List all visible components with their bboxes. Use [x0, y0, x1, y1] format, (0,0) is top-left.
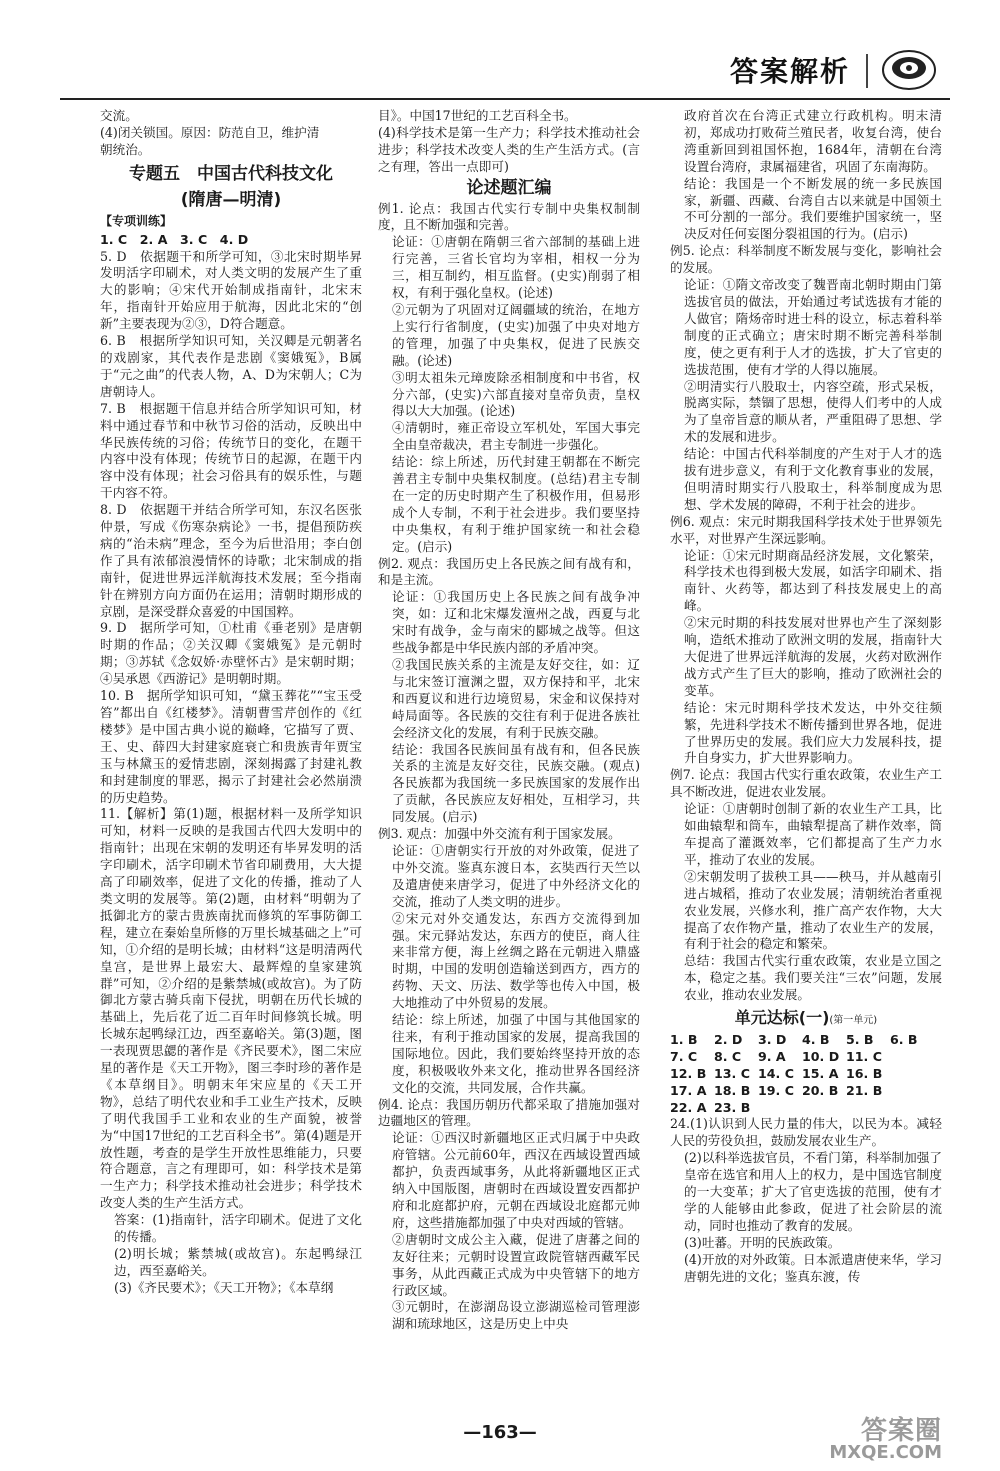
col3-items [670, 108, 942, 1004]
column-1 [100, 108, 362, 1297]
practice-tag: 【专项训练】 [100, 213, 173, 228]
essay-paragraph: 例1. 论点：我国古代实行专制中央集权制制度，且不断加强和完善。 [378, 200, 640, 233]
essay-paragraph: 结论：我国是一个不断发展的统一多民族国家，新疆、西藏、台湾自古以来就是中国领土不可分割的一部分。我们要维护国家统一，坚决反对任何妄图分裂祖国的行为。(启示) [684, 175, 942, 242]
answer-row [670, 1083, 942, 1100]
essay-paragraph: 结论：宋元时期科学技术发达，中外交往频繁，先进科学技术不断传播到世界各地，促进了世界历史的发展。我们应大力发展科技，提升自身实力，扩大世界影响力。 [684, 699, 942, 766]
answer-item: (4)开放的对外政策。日本派遣唐使来华，学习唐朝先进的文化；鉴真东渡，传 [684, 1251, 942, 1284]
essay-paragraph: 例4. 论点：我国历朝历代都采取了措施加强对边疆地区的管理。 [378, 1096, 640, 1129]
text-line: 交流。 [100, 108, 138, 123]
essay-paragraph: 论证：①我国历史上各民族之间有战争冲突，如：辽和北宋爆发澶州之战，西夏与北宋时有战争，金与南宋的郾城之战等。但这些战争都是中华民族内部的矛盾冲突。 [392, 589, 640, 656]
page-number: —163— [463, 1422, 537, 1443]
essay-paragraph: 论证：①宋元时期商品经济发展，文化繁荣，科学技术也得到极大发展，如活字印刷术、指南针、火药等，都达到了科技发展史上的高峰。 [684, 547, 942, 614]
answer-cell: 10. D [802, 1048, 840, 1064]
essay-paragraph: 论证：①隋文帝改变了魏晋南北朝时期由门第选拔官员的做法，开始通过考试选拔有才能的人做官；隋炀帝时进士科的设立，标志着科举制度的正式确立；唐宋时期不断完善科举制度，使之更有利于人才的选拔，扩大了官吏的选拔范围，使有才学的人得以施展。 [684, 277, 942, 377]
col2-top-text [378, 108, 640, 176]
essay-paragraph: 例3. 观点：加强中外交流有利于国家发展。 [378, 826, 621, 842]
answer-row [670, 1100, 942, 1117]
answer-cell: 7. C [670, 1048, 698, 1064]
essay-paragraph: 结论：综上所述，历代封建王朝都在不断完善君主专制中央集权制度。(总结)君主专制在一定的历史时期产生了积极作用，但易形成个人专制，不利于社会进步。我们要坚持中央集权，有利于维护国家统一和社会稳定。(启示) [392, 454, 640, 554]
answer-row [670, 1032, 942, 1049]
answer-cell: 20. B [802, 1082, 839, 1098]
answer-item: 11.【解析】第(1)题，根据材料一及所学知识可知，材料一反映的是我国古代四大发明中的指南针；出现在宋朝的发明还有毕昇发明的活字印刷术，活字印刷术节省印刷费用，大大提高了印刷效率，促进了文化的传播，推动了人类文明的发展等。第(2)题，由材料“明朝为了抵御北方的蒙古贵族南扰而修筑的军事防御工程，建立在秦始皇所修的万里长城基础之上”可知，①介绍的是明长城；由材料“这是明清两代皇宫，是世界上最宏大、最辉煌的皇家建筑群”可知，②介绍的是紫禁城(或故宫)。为了防御北方蒙古骑兵南下侵扰，明朝在历代长城的基础上，先后花了近二百年时间修筑长城。明长城东起鸭绿江边，西至嘉峪关。第(3)题，图一表现贾思勰的著作是《齐民要术》，图二宋应星的著作是《天工开物》，图三李时珍的著作是《本草纲目》。明朝末年宋应星的《天工开物》，总结了明代农业和手工业生产技术，反映了明代我国手工业和农业的生产面貌，被誉为“中国17世纪的工艺百科全书”。第(4)题是开放性题，考查的是学生开放性思维能力，只要符合题意，言之有理即可，如：科学技术是第一生产力；科学技术推动社会进步；科学技术改变人类的生产生活方式。 [100, 806, 362, 1211]
header-separator [866, 54, 868, 88]
essay-paragraph: 论证：①唐朝实行开放的对外政策，促进了中外交流。鉴真东渡日本，玄奘西行天竺以及遣唐使来唐学习，促进了中外经济文化的交流，推动了人类文明的进步。 [392, 842, 640, 909]
essay-paragraph: ③元朝时，在澎湖岛设立澎湖巡检司管理澎湖和琉球地区，这是历史上中央 [392, 1299, 640, 1332]
unit-test-title [670, 1010, 942, 1030]
answer-item: (3)《齐民要术》；《天工开物》；《本草纲 [114, 1279, 334, 1295]
answer-item: (2)以科举选拔官员，不看门第，科举制加强了皇帝在选官和用人上的权力，是中国选官制度的一大变革；扩大了官吏选拔的范围，使有才学的人能够由此参政，促进了社会阶层的流动，同时也推动了教育的发展。 [684, 1150, 942, 1233]
answer-cell: 5. B [846, 1031, 874, 1047]
essay-paragraph: 例7. 论点：我国古代实行重农政策，农业生产工具不断改进，促进农业发展。 [670, 767, 942, 800]
answer-row [670, 1066, 942, 1083]
answer-cell: 12. B [670, 1065, 707, 1081]
essay-paragraph: 结论：综上所述，加强了中国与其他国家的往来，有利于推动国家的发展，提高我国的国际地位。因此，我们要始终坚持开放的态度，积极吸收外来文化，推动世界各国经济文化的交流，共同发展，合作共赢。 [392, 1012, 640, 1095]
answer-cell: 4. B [802, 1031, 830, 1047]
watermark-logo: 答案圈 [860, 1416, 942, 1446]
text-line: 目》。中国17世纪的工艺百科全书。 [378, 108, 577, 123]
answer-cell: 1. B [670, 1031, 698, 1047]
unit-answer-grid [670, 1032, 942, 1117]
answer-item: 6. B 根据所学知识可知，关汉卿是元朝著名的戏剧家，其代表作是悲剧《窦娥冤》，B属于“元之曲”的代表人物，A、D为宋朝人；C为唐朝诗人。 [100, 333, 362, 399]
answer-cell: 23. B [714, 1099, 751, 1115]
text-line: (4)科学技术是第一生产力；科学技术推动社会进步；科学技术改变人类的生产生活方式。(言之有理，答出一点即可) [378, 124, 640, 174]
text-line: (4)闭关锁国。原因：防范自卫，维护清 [100, 124, 320, 140]
essay-paragraph: ③明太祖朱元璋废除丞相制度和中书省，权分六部，(史实)六部直接对皇帝负责，皇权得以大大加强。(论述) [392, 369, 640, 419]
col1-items [100, 249, 362, 1297]
section-title: 专题五 中国古代科技文化 [129, 163, 333, 184]
essay-paragraph: 例5. 论点：科举制度不断发展与变化，影响社会的发展。 [670, 243, 942, 276]
essay-paragraph: 论证：①西汉时新疆地区正式归属于中央政府管辖。公元前60年，西汉在西域设置西域都护，负责西域事务，从此将新疆地区正式纳入中国版图，唐朝时在西域设置安西都护府和北庭都护府，元朝在西域设北庭都元帅府，这些措施都加强了中央对西域的管辖。 [392, 1130, 640, 1230]
essay-paragraph: 论证：①唐朝时创制了新的农业生产工具，比如曲辕犁和筒车，曲辕犁提高了耕作效率，筒车提高了灌溉效率，它们都提高了生产力水平，推动了农业的发展。 [684, 801, 942, 867]
answer-cell: 17. A [670, 1082, 707, 1098]
essay-paragraph: ②宋元对外交通发达，东西方交流得到加强。宋元驿站发达，东西方的使臣，商人往来非常方便，海上丝绸之路在元朝进入鼎盛时期，中国的发明创造输送到西方，西方的药物、天文、历法、数学等也传入中国，极大地推动了中外贸易的发展。 [392, 910, 640, 1011]
watermark-url: MXQE.COM [829, 1442, 942, 1463]
unit-test-title-main: 单元达标(一) [734, 1008, 830, 1028]
column-3 [670, 108, 942, 1286]
col1-top-text [100, 108, 362, 159]
answer-cell: 16. B [846, 1065, 883, 1081]
essay-paragraph: 例2. 观点：我国历史上各民族之间有战有和，和是主流。 [378, 555, 640, 588]
answer-cell: 22. A [670, 1099, 707, 1115]
publisher-logo-icon [880, 48, 938, 92]
answer-cell: 13. C [714, 1065, 750, 1081]
essay-paragraph: ②唐朝时文成公主入藏，促进了唐蕃之间的友好往来；元朝时设置宣政院管辖西藏军民事务，从此西藏正式成为中央管辖下的地方行政区域。 [392, 1231, 640, 1298]
header-title: 答案解析 [729, 55, 850, 88]
answer-item: (3)吐蕃。开明的民族政策。 [684, 1234, 841, 1250]
essay-paragraph: 结论：中国古代科举制度的产生对于人才的选拔有进步意义，有利于文化教育事业的发展，但明清时期实行八股取士，科举制度成为思想、学术发展的障碍，不利于社会的进步。 [684, 446, 942, 512]
answer-item: 8. D 依据题干并结合所学可知，东汉名医张仲景，写成《伤寒杂病论》一书，提倡预防疾病的“治未病”理念，至今为后世沿用；李白创作了具有浓郁浪漫情怀的诗歌；北宋制成的指南针，促进世界远洋航海技术发展；至今指南针在辨别方向方面仍在运用；清朝时期形成的京剧，是深受群众喜爱的中国国粹。 [100, 502, 362, 619]
answer-item: 答案：(1)指南针，活字印刷术。促进了文化的传播。 [114, 1212, 362, 1245]
answer-row [670, 1049, 942, 1066]
answer-cell: 15. A [802, 1065, 839, 1081]
text-line: 朝统治。 [100, 141, 151, 157]
answer-item: 9. D 据所学可知，①杜甫《垂老别》是唐朝时期的作品；②关汉卿《窦娥冤》是元朝时期；③苏轼《念奴娇·赤壁怀古》是宋朝时期；④吴承恩《西游记》是明朝时期。 [100, 620, 362, 687]
column-2 [378, 108, 640, 1333]
essay-paragraph: ②宋朝发明了拔秧工具——秧马，并从越南引进占城稻，推动了农业发展；清朝统治者重视农业发展，兴修水利，推广高产农作物，大大提高了农作物产量，推动了农业生产的发展，有利于社会的稳定和繁荣。 [684, 868, 942, 952]
answer-cell: 9. A [758, 1048, 786, 1064]
header-rule [60, 98, 950, 100]
essay-paragraph: 政府首次在台湾正式建立行政机构。明末清初，郑成功打败荷兰殖民者，收复台湾，使台湾重新回到祖国怀抱，1684年，清朝在台湾设置台湾府，隶属福建省，巩固了东南海防。 [684, 108, 942, 174]
essay-paragraph: ④清朝时，雍正帝设立军机处，军国大事完全由皇帝裁决，君主专制进一步强化。 [392, 420, 640, 453]
essay-paragraph: 结论：我国各民族间虽有战有和，但各民族关系的主流是友好交往，民族交融。(观点)各民族都为我国统一多民族国家的发展作出了贡献，各民族应友好相处，互相学习，共同发展。(启示) [392, 741, 640, 825]
essay-paragraph: ②元朝为了巩固对辽阔疆域的统治，在地方上实行行省制度，(史实)加强了中央对地方的管理，加强了中央集权，促进了民族交融。(论述) [392, 301, 640, 368]
answer-cell: 18. B [714, 1082, 751, 1098]
essay-paragraph: 例6. 观点：宋元时期我国科学技术处于世界领先水平，对世界产生深远影响。 [670, 513, 942, 546]
essay-section-title: 论述题汇编 [466, 177, 552, 198]
section-subtitle: (隋唐—明清) [180, 189, 282, 210]
col2-items [378, 201, 640, 1334]
essay-paragraph: 论证：①唐朝在隋朝三省六部制的基础上进行完善，三省长官均为宰相，相权一分为三，相互制约，相互监督。(史实)削弱了相权，有利于强化皇权。(论述) [392, 234, 640, 301]
answer-item: 7. B 根据题干信息并结合所学知识可知，材料中通过春节和中秋节习俗的活动，反映出中华民族传统的习俗；传统节日的变化，在题干内容中没有体现；传统节日的起源，在题干内容中没有体现；社会习俗具有的娱乐性，与题干内容不符。 [100, 400, 362, 501]
answer-cell: 14. C [758, 1065, 794, 1081]
essay-paragraph: ②宋元时期的科技发展对世界也产生了深刻影响，造纸术推动了欧洲文明的发展，指南针大大促进了世界远洋航海的发展，火药对欧洲作战方式产生了巨大的影响，推动了欧洲社会的变革。 [684, 615, 942, 698]
answer-item: 24.(1)认识到人民力量的伟大，以民为本。减轻人民的劳役负担，鼓励发展农业生产。 [670, 1116, 942, 1149]
col3-tail-items [670, 1116, 942, 1285]
answer-cell: 8. C [714, 1048, 742, 1064]
answer-cell: 6. B [890, 1031, 918, 1047]
essay-paragraph: ②明清实行八股取士，内容空疏，形式呆板，脱离实际，禁锢了思想，使得人们考中的人成为了皇帝旨意的顺从者，严重阻碍了思想、学术的发展和进步。 [684, 378, 942, 445]
unit-test-title-scope: (第一单元) [829, 1015, 878, 1027]
essay-paragraph: 总结：我国古代实行重农政策，农业是立国之本，稳定之基。我们要关注“三农”问题，发展农业，推动农业发展。 [684, 953, 942, 1003]
answers-row: 1. C 2. A 3. C 4. D [100, 231, 249, 247]
answer-item: (2)明长城；紫禁城(或故宫)。东起鸭绿江边，西至嘉峪关。 [114, 1246, 362, 1278]
answer-item: 5. D 依据题干和所学可知，③北宋时期毕昇发明活字印刷术，对人类文明的发展产生了重大的影响；④宋代开始制成指南针，北宋末年，指南针开始应用于航海，因此北宋的“创新”主要表现为②③，D符合题意。 [100, 248, 362, 332]
essay-paragraph: ②我国民族关系的主流是友好交往，如：辽与北宋签订澶渊之盟，双方保持和平，北宋和西夏议和进行边境贸易，宋金和议保持对峙局面等。各民族的交往有利于促进各族社会经济文化的发展，有利于民族交融。 [392, 657, 640, 740]
answer-cell: 19. C [758, 1082, 794, 1098]
answer-cell: 21. B [846, 1082, 883, 1098]
answer-cell: 11. C [846, 1048, 882, 1064]
answer-cell: 2. D [714, 1031, 743, 1047]
answer-item: 10. B 据所学知识可知，“黛玉葬花”“宝玉受笞”都出自《红楼梦》。清朝曹雪芹创作的《红楼梦》是中国古典小说的巅峰，它描写了贾、王、史、薛四大封建家庭衰亡和贵族青年贾宝玉与林黛玉的爱情悲剧，深刻揭露了封建礼教和封建制度的罪恶，揭示了封建社会必然崩溃的历史趋势。 [100, 688, 362, 805]
answer-cell: 3. D [758, 1031, 787, 1047]
